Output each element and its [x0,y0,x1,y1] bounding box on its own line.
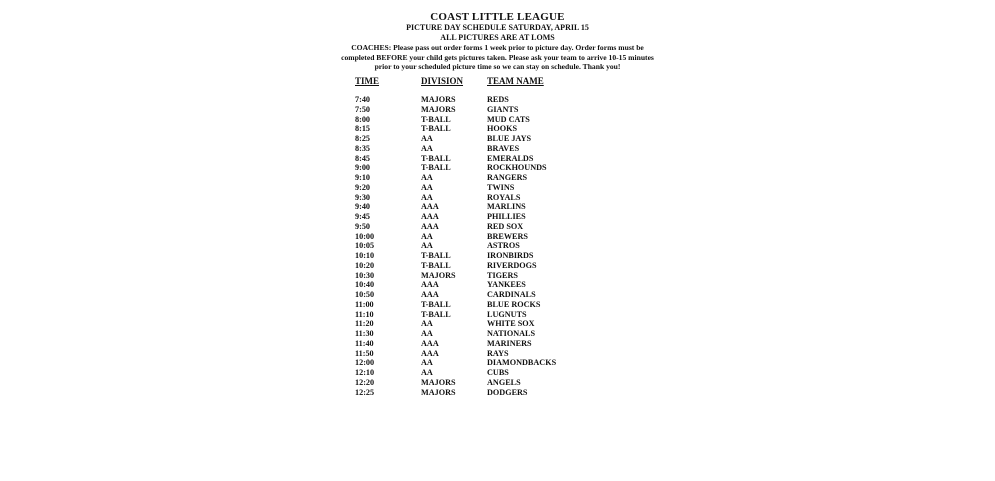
table-row [355,163,587,173]
team-name-cell: LUGNUTS [487,309,527,319]
division-cell: AA [421,182,433,192]
table-row [355,95,587,105]
division-cell: MAJORS [421,95,456,104]
table-row [355,193,587,203]
division-cell: T-BALL [421,124,451,134]
table-row [355,202,587,212]
division-cell: T-BALL [421,309,451,319]
table-row [355,134,587,144]
division-cell: AAA [421,338,439,348]
time-cell: 11:50 [355,348,374,358]
division-cell: AA [421,368,433,377]
table-row [355,183,587,193]
table-row [355,368,587,378]
time-cell: 9:45 [355,212,371,221]
time-cell: 9:00 [355,163,371,173]
team-name-cell: MUD CATS [487,114,530,124]
time-cell: 9:20 [355,182,371,192]
time-cell: 10:05 [355,241,375,251]
table-row [355,124,587,134]
team-name-cell: TWINS [487,182,515,192]
document-subtitle: PICTURE DAY SCHEDULE SATURDAY, APRIL 15 [406,23,589,32]
table-row [355,261,587,271]
time-cell: 9:50 [355,221,371,231]
column-header-team-name: TEAM NAME [487,76,544,86]
team-name-cell: ROYALS [487,192,521,202]
table-row [355,251,587,261]
time-cell: 7:50 [355,104,371,114]
division-cell: T-BALL [421,251,451,260]
team-name-cell: CUBS [487,368,509,377]
division-cell: AA [421,192,433,202]
table-row [355,222,587,232]
table-row [355,105,587,115]
team-name-cell: BLUE JAYS [487,134,532,143]
team-name-cell: YANKEES [487,280,526,290]
division-cell: MAJORS [421,377,456,387]
table-row [355,144,587,154]
time-cell: 7:40 [355,95,371,104]
team-name-cell: EMERALDS [487,153,534,163]
table-row [355,241,587,251]
division-cell: AA [421,358,433,368]
table-body [355,95,587,397]
division-cell: T-BALL [421,299,451,309]
team-name-cell: PHILLIES [487,212,526,221]
team-name-cell: RED SOX [487,221,524,231]
table-row [355,212,587,222]
team-name-cell: BRAVES [487,143,520,153]
column-header-time: TIME [355,76,380,86]
time-cell: 10:30 [355,270,375,280]
table-row [355,378,587,388]
time-cell: 12:25 [355,387,375,397]
time-cell: 11:40 [355,338,374,348]
table-row [355,280,587,290]
schedule-table [355,75,587,397]
division-cell: T-BALL [421,163,451,173]
team-name-cell: WHITE SOX [487,319,535,329]
time-cell: 12:10 [355,368,375,377]
division-cell: T-BALL [421,260,451,270]
team-name-cell: ASTROS [487,241,520,251]
time-cell: 8:45 [355,153,371,163]
table-header [355,75,587,87]
time-cell: 10:50 [355,290,375,299]
table-row [355,358,587,368]
division-cell: AA [421,134,433,143]
table-row [355,173,587,183]
team-name-cell: IRONBIRDS [487,251,534,260]
team-name-cell: MARINERS [487,338,532,348]
team-name-cell: DIAMONDBACKS [487,358,557,368]
table-row [355,300,587,310]
division-cell: AAA [421,280,439,290]
division-cell: AA [421,173,433,182]
team-name-cell: GIANTS [487,104,519,114]
table-row [355,115,587,125]
team-name-cell: RAYS [487,348,509,358]
division-cell: T-BALL [421,153,451,163]
time-cell: 11:10 [355,309,374,319]
table-row [355,232,587,242]
time-cell: 9:30 [355,192,371,202]
coaches-notice: COACHES: Please pass out order forms 1 week prior to picture day. Order forms must be completed BEFORE your child gets pictures taken. Please ask your team to arrive 10-15 minutes prior to your scheduled picture time so we can stay on schedule. Thank you! [341,43,654,71]
table-row [355,329,587,339]
time-cell: 12:00 [355,358,375,368]
division-cell: AAA [421,212,439,221]
time-cell: 10:10 [355,251,375,260]
table-row [355,310,587,320]
team-name-cell: TIGERS [487,270,518,280]
division-cell: T-BALL [421,114,451,124]
time-cell: 11:30 [355,329,374,338]
team-name-cell: ROCKHOUNDS [487,163,547,173]
time-cell: 8:00 [355,114,371,124]
time-cell: 8:25 [355,134,371,143]
time-cell: 9:40 [355,202,371,212]
schedule-header [340,11,655,72]
division-cell: AA [421,143,433,153]
time-cell: 8:35 [355,143,371,153]
team-name-cell: BLUE ROCKS [487,299,541,309]
location-line: ALL PICTURES ARE AT LOMS [440,33,555,42]
division-cell: AA [421,241,433,251]
time-cell: 10:40 [355,280,375,290]
time-cell: 8:15 [355,124,371,134]
time-cell: 10:20 [355,260,375,270]
team-name-cell: RANGERS [487,173,528,182]
document-title: COAST LITTLE LEAGUE [430,11,565,23]
team-name-cell: RIVERDOGS [487,260,537,270]
team-name-cell: DODGERS [487,387,528,397]
time-cell: 11:20 [355,319,374,329]
table-row [355,339,587,349]
division-cell: MAJORS [421,387,456,397]
division-cell: AAA [421,290,439,299]
division-cell: MAJORS [421,270,456,280]
division-cell: AA [421,329,433,338]
team-name-cell: CARDINALS [487,290,536,299]
table-row [355,271,587,281]
time-cell: 12:20 [355,377,375,387]
table-row [355,388,587,398]
division-cell: AAA [421,202,439,212]
table-row [355,290,587,300]
division-cell: AA [421,231,433,241]
division-cell: AA [421,319,433,329]
time-cell: 9:10 [355,173,371,182]
column-header-division: DIVISION [421,76,464,86]
time-cell: 10:00 [355,231,375,241]
team-name-cell: MARLINS [487,202,526,212]
team-name-cell: BREWERS [487,231,528,241]
table-row [355,319,587,329]
team-name-cell: REDS [487,95,509,104]
division-cell: AAA [421,221,439,231]
time-cell: 11:00 [355,299,374,309]
team-name-cell: ANGELS [487,377,521,387]
division-cell: AAA [421,348,439,358]
division-cell: MAJORS [421,104,456,114]
team-name-cell: HOOKS [487,124,518,134]
table-row [355,349,587,359]
table-row [355,154,587,164]
team-name-cell: NATIONALS [487,329,536,338]
